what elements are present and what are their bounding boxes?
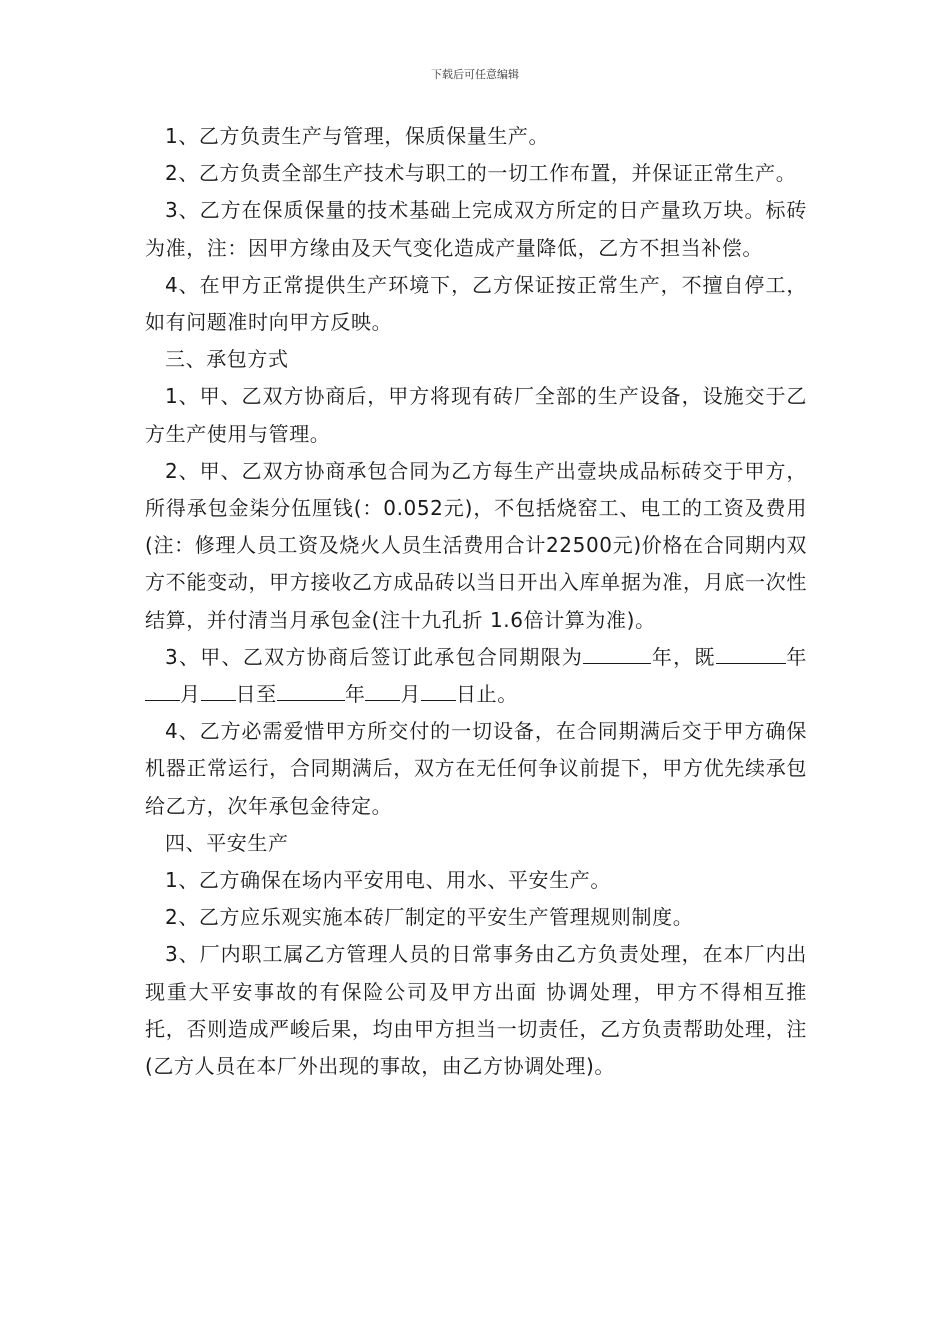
clause-4-1: 1、乙方确保在场内平安用电、用水、平安生产。: [165, 868, 611, 893]
blank-end-year: [277, 678, 345, 701]
contract-body: [145, 118, 807, 1085]
clause-4-3: 3、厂内职工属乙方管理人员的日常事务由乙方负责处理，在本厂内出现重大平安事故的有保险公司及甲方出面 协调处理，甲方不得相互推托，否则造成严峻后果，均由甲方担当一切责任，乙方负责帮助处理，注(乙方人员在本厂外出现的事故，由乙方协调处理)。: [145, 942, 807, 1079]
header-note: 下载后可任意编辑: [431, 68, 519, 81]
clause-3-3-text-e: 日至: [235, 682, 277, 707]
clause-3-2: 2、甲、乙双方协商承包合同为乙方每生产出壹块成品标砖交于甲方，所得承包金柒分伍厘钱(：0.052元)，不包括烧窑工、电工的工资及费用(注：修理人员工资及烧火人员生活费用合计22500元)价格在合同期内双方不能变动，甲方接收乙方成品砖以当日开出入库单据为准，月底一次性结算，并付清当月承包金(注十九孔折 1.6倍计算为准)。: [145, 458, 807, 632]
section-heading-safety: 四、平安生产: [165, 830, 289, 855]
clause-3-3-text-a: 3、甲、乙双方协商后签订此承包合同期限为: [165, 644, 584, 669]
clause-2-1: 1、乙方负责生产与管理，保质保量生产。: [165, 124, 550, 148]
blank-start-day: [201, 678, 236, 701]
clause-3-3-text-g: 月: [400, 682, 422, 707]
clause-3-3-text-f: 年: [344, 682, 366, 707]
clause-4-2: 2、乙方应乐观实施本砖厂制定的平安生产管理规则制度。: [165, 905, 694, 930]
clause-3-4: 4、乙方必需爱惜甲方所交付的一切设备，在合同期满后交于甲方确保机器正常运行，合同期满后，双方在无任何争议前提下，甲方优先续承包给乙方，次年承包金待定。: [145, 719, 807, 818]
clause-3-1: 1、甲、乙双方协商后，甲方将现有砖厂全部的生产设备，设施交于乙方生产使用与管理。: [145, 384, 807, 446]
clause-2-3: 3、乙方在保质保量的技术基础上完成双方所定的日产量玖万块。标砖为准，注：因甲方缘由及天气变化造成产量降低，乙方不担当补偿。: [145, 198, 807, 260]
blank-start-year-part2: [751, 641, 786, 664]
clause-3-3-text-d: 月: [180, 682, 201, 707]
blank-term-years: [583, 641, 651, 664]
clause-3-3-text-h: 日止。: [456, 682, 518, 707]
blank-start-year-part1: [716, 641, 751, 664]
clause-3-3-text-b: 年，既: [651, 644, 716, 669]
section-heading-contract-method: 三、承包方式: [165, 347, 289, 372]
clause-2-2: 2、乙方负责全部生产技术与职工的一切工作布置，并保证正常生产。: [165, 161, 797, 186]
clause-3-3-text-c: 年: [785, 644, 807, 669]
blank-end-day: [421, 678, 456, 701]
clause-2-4: 4、在甲方正常提供生产环境下，乙方保证按正常生产，不擅自停工，如有问题准时向甲方反映。: [145, 272, 807, 335]
clause-3-3: [145, 639, 807, 713]
blank-end-month: [365, 678, 400, 701]
blank-start-month: [145, 678, 180, 701]
